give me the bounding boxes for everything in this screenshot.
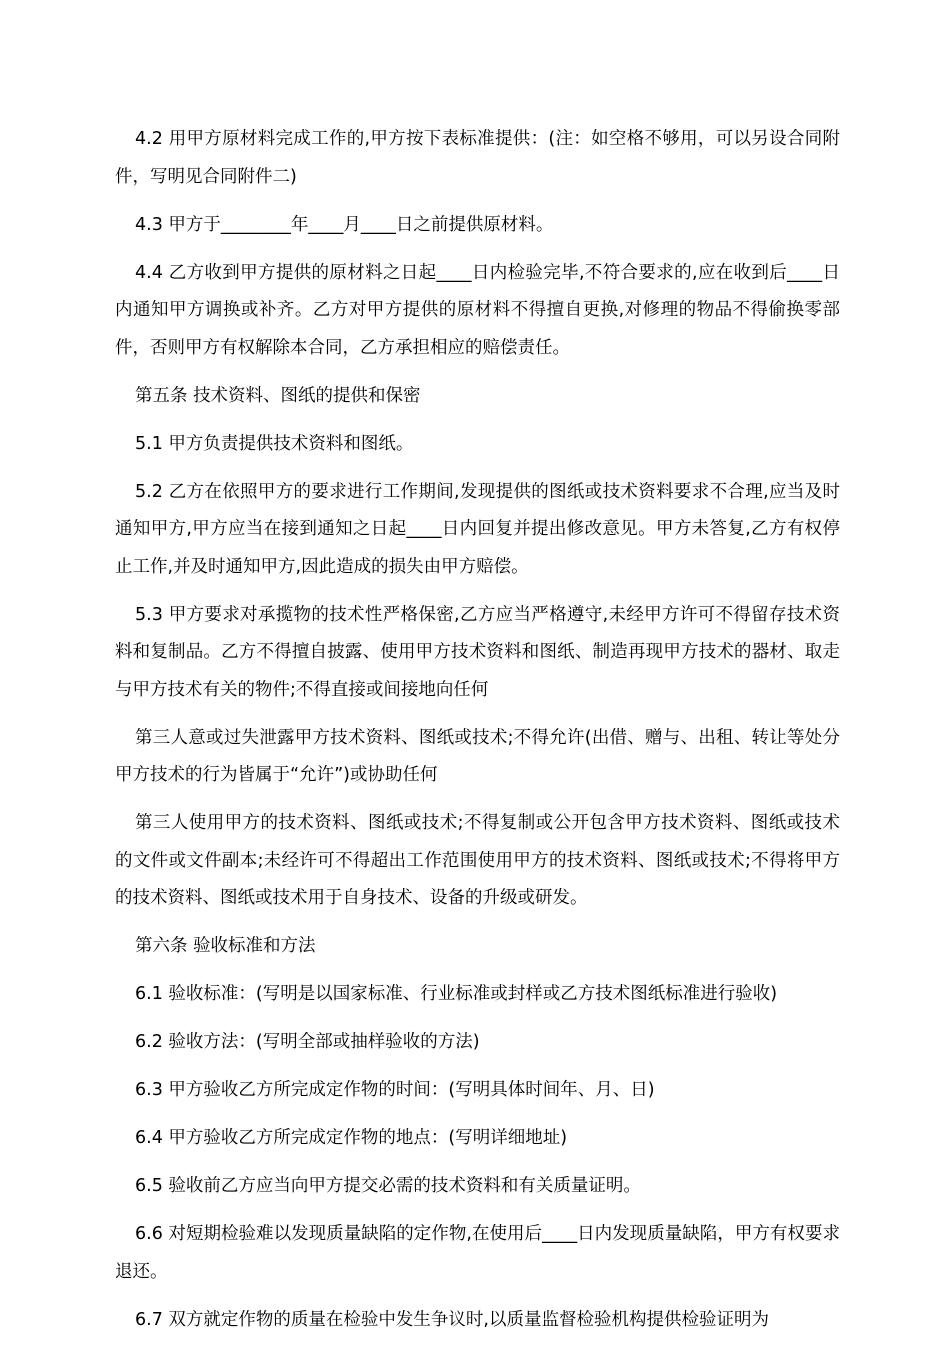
article-5-heading: 第五条 技术资料、图纸的提供和保密 [135,385,421,406]
clause-5-2: 5.2 乙方在依照甲方的要求进行工作期间,发现提供的图纸或技术资料要求不合理,应当及时通知甲方,甲方应当在接到通知之日起____日内回复并提出修改意见。甲方未答复,乙方有权停止工作,并及时通知甲方,因此造成的损失由甲方赔偿。 [115,481,840,577]
clause-6-5: 6.5 验收前乙方应当向甲方提交必需的技术资料和有关质量证明。 [135,1176,641,1196]
clause-6-2: 6.2 验收方法：(写明全部或抽样验收的方法) [135,1032,480,1052]
clause-4-3: 4.3 甲方于________年____月____日之前提供原材料。 [135,214,554,235]
article-6-heading: 第六条 验收标准和方法 [135,936,316,956]
clause-6-4: 6.4 甲方验收乙方所完成定作物的地点：(写明详细地址) [135,1128,568,1148]
clause-4-2: 4.2 用甲方原材料完成工作的,甲方按下表标准提供：(注：如空格不够用，可以另设合同附件，写明见合同附件二) [115,129,840,187]
clause-6-1: 6.1 验收标准：(写明是以国家标准、行业标准或封样或乙方技术图纸标准进行验收) [135,984,778,1004]
clause-5-3: 5.3 甲方要求对承揽物的技术性严格保密,乙方应当严格遵守,未经甲方许可不得留存技术资料和复制品。乙方不得擅自披露、使用甲方技术资料和图纸、制造再现甲方技术的器材、取走与甲方技术有关的物件;不得直接或间接地向任何 [115,604,840,700]
clause-6-7: 6.7 双方就定作物的质量在检验中发生争议时,以质量监督检验机构提供检验证明为 [135,1309,769,1330]
clause-5-3-continued-b: 第三人使用甲方的技术资料、图纸或技术;不得复制或公开包含甲方技术资料、图纸或技术的文件或文件副本;未经许可不得超出工作范围使用甲方的技术资料、图纸或技术;不得将甲方的技术资料、图纸或技术用于自身技术、设备的升级或研发。 [115,813,840,908]
clause-5-1: 5.1 甲方负责提供技术资料和图纸。 [135,433,414,454]
contract-page [115,121,840,1350]
clause-5-3-continued-a: 第三人意或过失泄露甲方技术资料、图纸或技术;不得允许(出借、赠与、出租、转让等处分甲方技术的行为皆属于“允许”)或协助任何 [115,727,840,785]
clause-6-3: 6.3 甲方验收乙方所完成定作物的时间：(写明具体时间年、月、日) [135,1080,655,1100]
clause-6-6: 6.6 对短期检验难以发现质量缺陷的定作物,在使用后____日内发现质量缺陷，甲方有权要求退还。 [115,1224,840,1282]
clause-4-4: 4.4 乙方收到甲方提供的原材料之日起____日内检验完毕,不符合要求的,应在收到后____日内通知甲方调换或补齐。乙方对甲方提供的原材料不得擅自更换,对修理的物品不得偷换零部件，否则甲方有权解除本合同，乙方承担相应的赔偿责任。 [115,262,840,358]
